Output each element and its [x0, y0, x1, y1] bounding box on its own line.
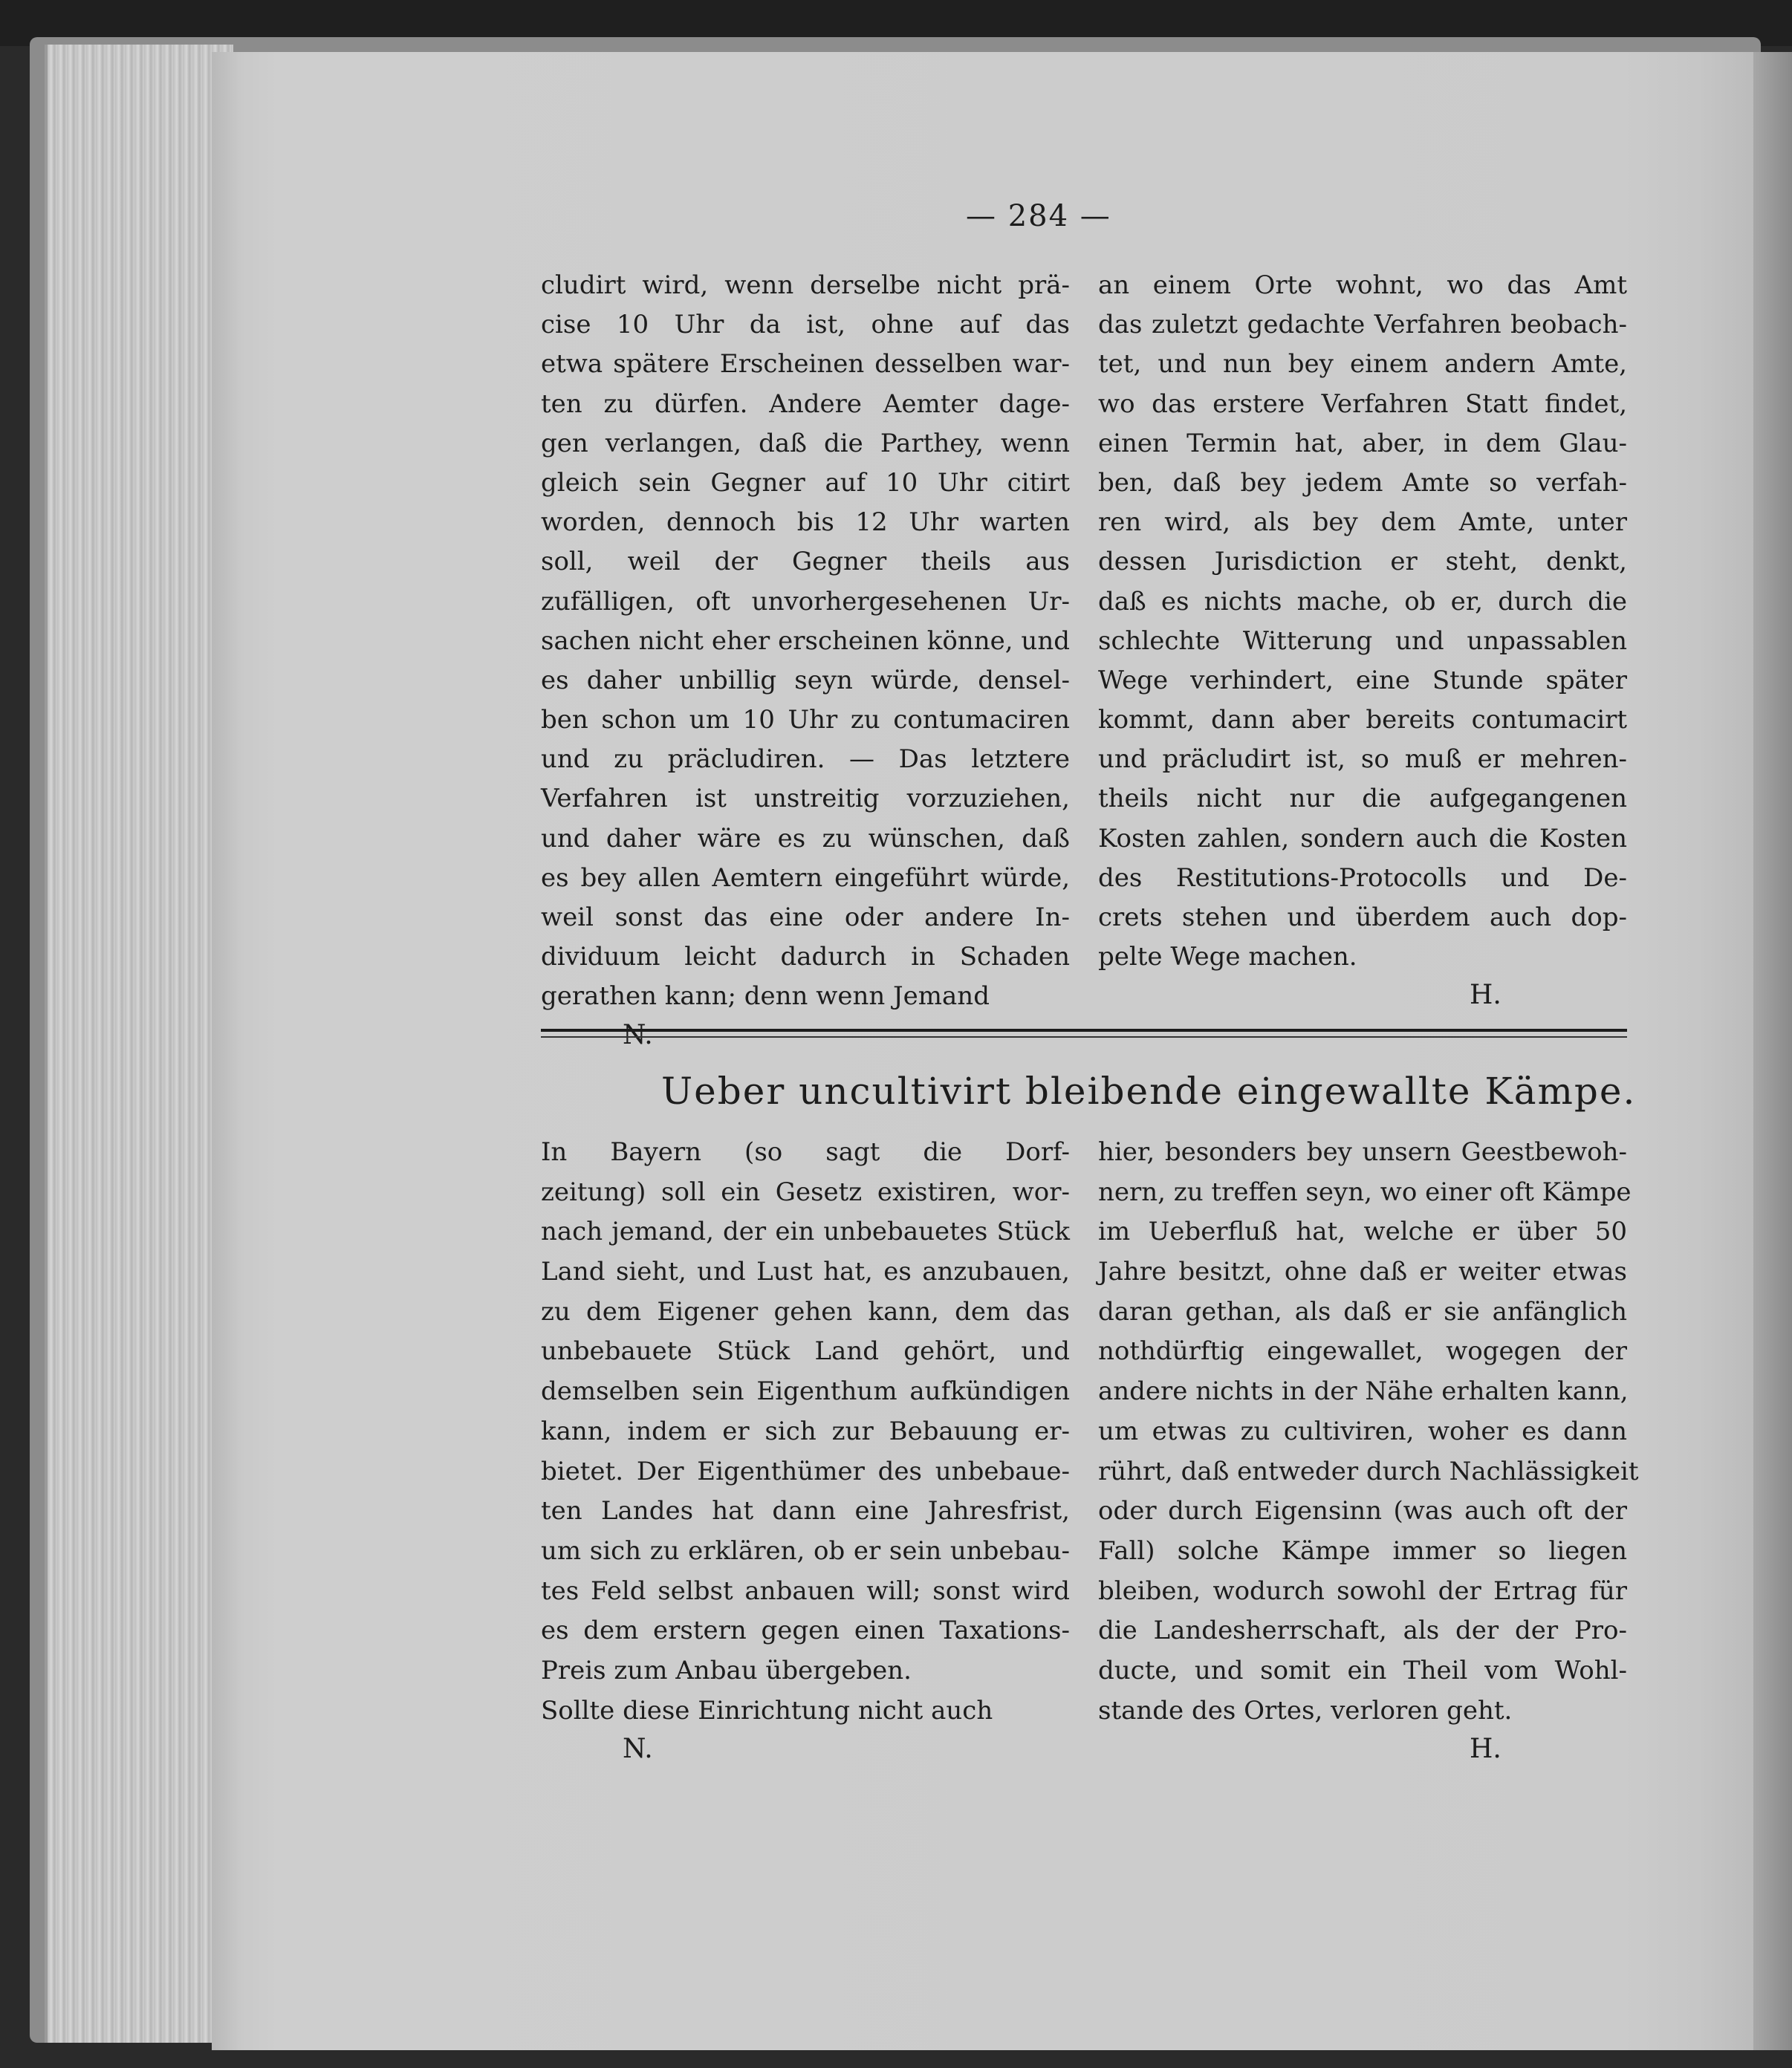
text-line: andere nichts in der Nähe erhalten kann,	[1098, 1376, 1629, 1407]
text-line: tet, und nun bey einem andern Amte,	[1098, 349, 1627, 380]
text-line: kann, indem er sich zur Bebauung er-	[541, 1416, 1070, 1446]
author-signature: H.	[1470, 980, 1502, 1011]
author-signature: N.	[623, 1734, 653, 1765]
text-line: etwa spätere Erscheinen desselben war-	[541, 349, 1070, 380]
text-line: ben schon um 10 Uhr zu contumaciren	[541, 705, 1070, 735]
text-line: es daher unbillig seyn würde, densel-	[541, 665, 1070, 695]
text-line: Wege verhindert, eine Stunde später	[1098, 665, 1627, 695]
text-line: bietet. Der Eigenthümer des unbebaue-	[541, 1456, 1070, 1486]
section1-right-column	[1098, 266, 1627, 1014]
text-line: die Landesherrschaft, als der der Pro-	[1098, 1616, 1627, 1646]
text-line: worden, dennoch bis 12 Uhr warten	[541, 507, 1070, 538]
text-line: weil sonst das eine oder andere In-	[541, 903, 1070, 932]
text-line: Verfahren ist unstreitig vorzuziehen,	[541, 784, 1070, 814]
text-line: zu dem Eigener gehen kann, dem das	[541, 1296, 1070, 1327]
text-line: pelte Wege machen.	[1098, 942, 1357, 972]
text-line: soll, weil der Gegner theils aus	[541, 547, 1070, 577]
text-line: demselben sein Eigenthum aufkündigen	[541, 1376, 1070, 1407]
text-line: zeitung) soll ein Gesetz existiren, wor-	[541, 1177, 1070, 1207]
section1-left-column	[541, 266, 1070, 1054]
page-gutter-shadow	[1753, 52, 1792, 2050]
text-line: um etwas zu cultiviren, woher es dann	[1098, 1416, 1627, 1446]
text-line: Fall) solche Kämpe immer so liegen	[1098, 1535, 1627, 1566]
text-line: daran gethan, als daß er sie anfänglich	[1098, 1296, 1627, 1327]
text-line: schlechte Witterung und unpassablen	[1098, 625, 1627, 656]
text-line: sachen nicht eher erscheinen könne, und	[541, 625, 1070, 656]
text-line: und zu präcludiren. — Das letztere	[541, 744, 1070, 775]
text-line: nern, zu treffen seyn, wo einer oft Kämpe	[1098, 1177, 1632, 1207]
text-line: crets stehen und überdem auch dop-	[1098, 903, 1627, 932]
text-line: kommt, dann aber bereits contumacirt	[1098, 705, 1627, 735]
text-line: hier, besonders bey unsern Geestbewoh-	[1098, 1137, 1627, 1167]
text-line: ben, daß bey jedem Amte so verfah-	[1098, 467, 1627, 498]
text-line: rührt, daß entweder durch Nachlässigkeit	[1098, 1456, 1639, 1486]
text-line: gerathen kann; denn wenn Jemand	[541, 981, 990, 1012]
text-line: nach jemand, der ein unbebauetes Stück	[541, 1217, 1070, 1247]
text-line: cise 10 Uhr da ist, ohne auf das	[541, 310, 1070, 340]
text-line: daß es nichts mache, ob er, durch die	[1098, 586, 1627, 617]
text-line: es dem erstern gegen einen Taxations-	[541, 1616, 1070, 1646]
text-line: In Bayern (so sagt die Dorf-	[541, 1137, 1070, 1167]
page-edges	[45, 45, 233, 2043]
section2-right-column	[1098, 1133, 1639, 1768]
text-line: ten Landes hat dann eine Jahresfrist,	[541, 1496, 1070, 1526]
page-number: — 284 —	[966, 199, 1111, 233]
author-signature: H.	[1470, 1734, 1502, 1765]
text-line: oder durch Eigensinn (was auch oft der	[1098, 1496, 1627, 1526]
text-line: zufälligen, oft unvorhergesehenen Ur-	[541, 586, 1070, 617]
text-line: Land sieht, und Lust hat, es anzubauen,	[541, 1257, 1070, 1287]
text-line: und präcludirt ist, so muß er mehren-	[1098, 744, 1627, 775]
section2-left-column	[541, 1133, 1070, 1768]
text-line: ducte, und somit ein Theil vom Wohl-	[1098, 1655, 1627, 1685]
text-line: gen verlangen, daß die Parthey, wenn	[541, 428, 1070, 458]
text-line: gleich sein Gegner auf 10 Uhr citirt	[541, 467, 1070, 498]
text-line: wo das erstere Verfahren Statt findet,	[1098, 388, 1627, 419]
text-line: es bey allen Aemtern eingeführt würde,	[541, 862, 1070, 893]
text-line: im Ueberfluß hat, welche er über 50	[1098, 1217, 1627, 1247]
article-heading: Ueber uncultivirt bleibende eingewallte Kämpe.	[661, 1070, 1637, 1113]
text-line: ten zu dürfen. Andere Aemter dage-	[541, 388, 1070, 419]
text-line: Jahre besitzt, ohne daß er weiter etwas	[1098, 1257, 1627, 1287]
text-line: dessen Jurisdiction er steht, denkt,	[1098, 547, 1627, 577]
text-line: an einem Orte wohnt, wo das Amt	[1098, 270, 1627, 300]
text-line: nothdürftig eingewallet, wogegen der	[1098, 1336, 1627, 1367]
text-line: des Restitutions-Protocolls und De-	[1098, 862, 1627, 893]
text-line: Sollte diese Einrichtung nicht auch	[541, 1695, 993, 1726]
text-line: und daher wäre es zu wünschen, daß	[541, 823, 1070, 853]
text-line: theils nicht nur die aufgegangenen	[1098, 784, 1627, 814]
section-divider-rule	[541, 1029, 1627, 1032]
text-line: einen Termin hat, aber, in dem Glau-	[1098, 428, 1627, 458]
text-line: Preis zum Anbau übergeben.	[541, 1655, 912, 1685]
text-line: cludirt wird, wenn derselbe nicht prä-	[541, 270, 1070, 300]
text-line: das zuletzt gedachte Verfahren beobach-	[1098, 310, 1627, 340]
text-line: Kosten zahlen, sondern auch die Kosten	[1098, 823, 1627, 853]
text-line: stande des Ortes, verloren geht.	[1098, 1695, 1513, 1726]
text-line: dividuum leicht dadurch in Schaden	[541, 942, 1070, 972]
author-signature: N.	[623, 1019, 653, 1050]
text-line: unbebauete Stück Land gehört, und	[541, 1336, 1070, 1367]
text-line: um sich zu erklären, ob er sein unbebau-	[541, 1535, 1070, 1566]
section-divider-rule-thin	[541, 1036, 1627, 1038]
text-line: bleiben, wodurch sowohl der Ertrag für	[1098, 1576, 1627, 1606]
text-line: tes Feld selbst anbauen will; sonst wird	[541, 1576, 1070, 1606]
text-line: ren wird, als bey dem Amte, unter	[1098, 507, 1627, 538]
